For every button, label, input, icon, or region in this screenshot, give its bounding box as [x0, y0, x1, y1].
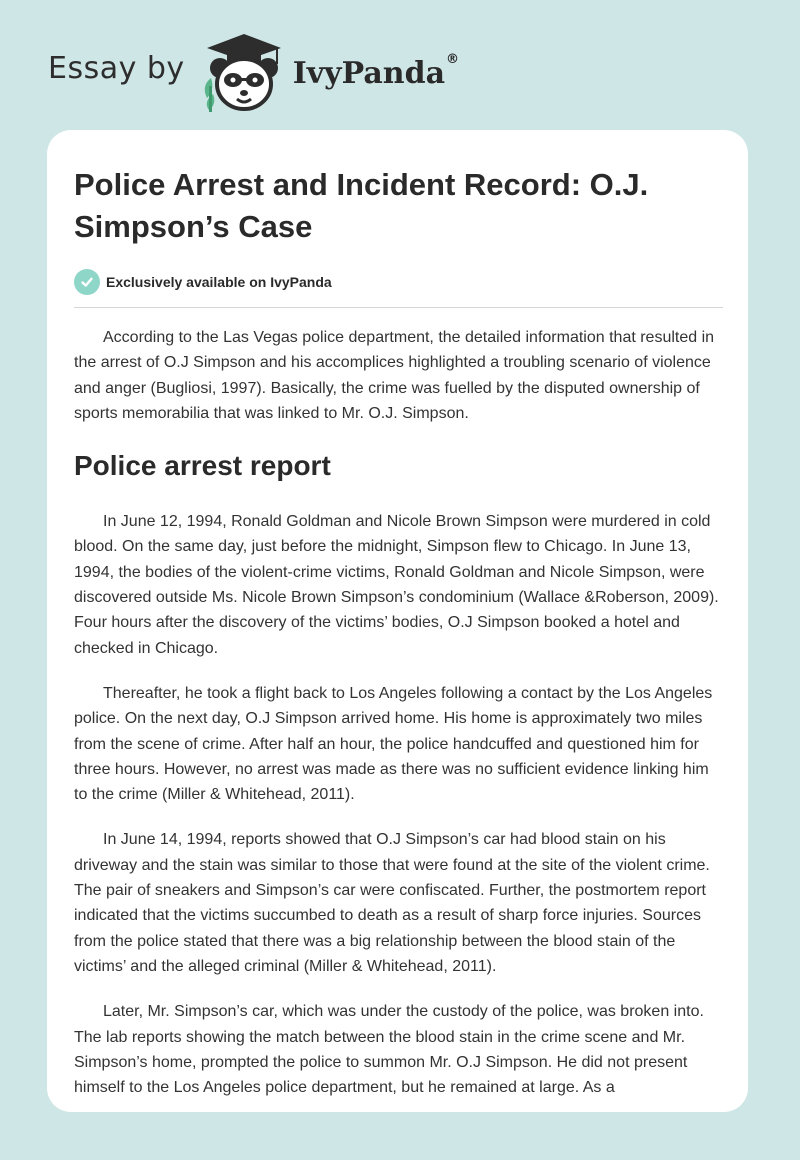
divider: [74, 307, 723, 308]
body-paragraph: Thereafter, he took a flight back to Los Angeles following a contact by the Los Angeles police. On the next day, O.J Simpson arrived home. His home is approximately two miles from the scene of crime. After half an hour, the police handcuffed and questioned him for three hours. However, no arrest was made as there was no sufficient evidence linking him to the crime (Miller & Whitehead, 2011).: [74, 684, 713, 804]
brand-name-text: IvyPanda: [292, 55, 446, 91]
registered-mark: ®: [446, 51, 460, 67]
intro-paragraph: According to the Las Vegas police department, the detailed information that resulted in the arrest of O.J Simpson and his accomplices highlighted a troubling scenario of violence and anger (Bugliosi, 1997). Basically, the crime was fuelled by the disputed ownership of sports memorabilia that was linked to Mr. O.J. Simpson.: [74, 329, 715, 422]
brand-header: [48, 26, 459, 116]
exclusive-label: Exclusively available on IvyPanda: [106, 274, 332, 290]
body-paragraph: Later, Mr. Simpson’s car, which was under the custody of the police, was broken into. The lab reports showing the match between the blood stain in the crime scene and Mr. Simpson’s home, prompted the police to summon Mr. O.J Simpson. He did not present himself to the Los Angeles police department, but he remained at large. As a: [74, 1003, 704, 1097]
page-title: Police Arrest and Incident Record: O.J. Simpson’s Case: [74, 167, 649, 244]
essay-content: [74, 164, 723, 1100]
check-icon: [74, 269, 100, 295]
brand-prefix: Essay by: [48, 50, 185, 86]
section-heading: Police arrest report: [74, 450, 331, 482]
brand-name: [292, 51, 460, 91]
body-paragraph: In June 14, 1994, reports showed that O.J Simpson’s car had blood stain on his driveway and the stain was similar to those that were found at the site of the violent crime. The pair of sneakers and Simpson’s car were confiscated. Further, the postmortem report indicated that the victims succumbed to death as a result of sharp force injuries. Sources from the police stated that there was a big relationship between the blood stain of the victims’ and the alleged criminal (Miller & Whitehead, 2011).: [74, 831, 710, 975]
panda-graduate-icon: [199, 26, 289, 116]
body-paragraph: In June 12, 1994, Ronald Goldman and Nicole Brown Simpson were murdered in cold blood. On the same day, just before the midnight, Simpson flew to Chicago. In June 13, 1994, the bodies of the violent-crime victims, Ronald Goldman and Nicole Simpson, were discovered outside Ms. Nicole Brown Simpson’s condominium (Wallace &Roberson, 2009). Four hours after the discovery of the victims’ bodies, O.J Simpson booked a hotel and checked in Chicago.: [74, 513, 719, 657]
exclusive-badge: [74, 269, 723, 295]
essay-card: [47, 130, 748, 1112]
